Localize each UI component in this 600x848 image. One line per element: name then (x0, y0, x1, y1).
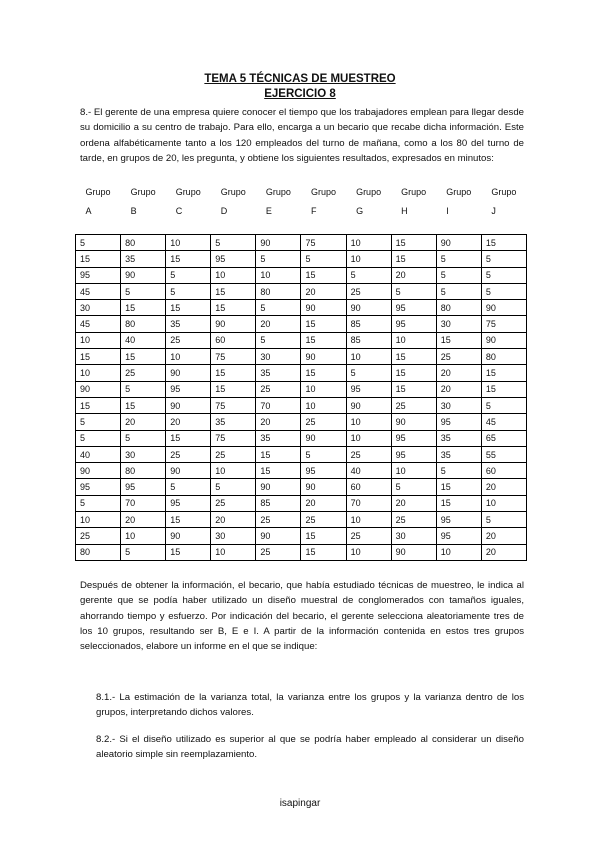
table-cell: 30 (391, 528, 436, 544)
table-cell: 25 (346, 446, 391, 462)
table-cell: 5 (346, 267, 391, 283)
column-header-letter: J (491, 206, 496, 216)
table-cell: 10 (301, 397, 346, 413)
table-cell: 10 (166, 349, 211, 365)
table-cell: 5 (436, 463, 481, 479)
question-8-2: 8.2.- Si el diseño utilizado es superior al que se podría haber empleado al considerar un diseño aleatorio simple sin reemplazamiento. (96, 734, 524, 760)
table-cell: 15 (391, 349, 436, 365)
table-cell: 25 (166, 446, 211, 462)
column-header (211, 184, 256, 235)
table-cell: 30 (211, 528, 256, 544)
table-row (76, 381, 527, 397)
table-cell: 60 (346, 479, 391, 495)
table-cell: 90 (346, 397, 391, 413)
table-cell: 10 (391, 463, 436, 479)
table-cell: 80 (256, 283, 301, 299)
table-cell: 10 (346, 430, 391, 446)
table-cell: 10 (76, 332, 121, 348)
table-cell: 15 (166, 251, 211, 267)
table-cell: 95 (436, 512, 481, 528)
table-cell: 20 (481, 544, 526, 560)
table-cell: 35 (166, 316, 211, 332)
table-cell: 25 (256, 381, 301, 397)
table-cell: 5 (391, 479, 436, 495)
table-cell: 10 (211, 463, 256, 479)
table-cell: 15 (391, 381, 436, 397)
table-cell: 40 (121, 332, 166, 348)
table-cell: 10 (211, 544, 256, 560)
footer-author: isapingar (279, 798, 321, 809)
column-header-letter: C (175, 206, 183, 216)
table-cell: 90 (166, 397, 211, 413)
table-cell: 90 (166, 528, 211, 544)
table-row (76, 479, 527, 495)
table-cell: 90 (256, 235, 301, 251)
table-cell: 5 (76, 414, 121, 430)
table-row (76, 446, 527, 462)
column-header-letter: E (265, 206, 272, 216)
column-header-word: Grupo (491, 187, 517, 197)
table-cell: 25 (121, 365, 166, 381)
table-cell: 10 (346, 251, 391, 267)
followup-paragraph: Después de obtener la información, el becario, que había estudiado técnicas de muestreo, le indica al gerente que se podía haber utilizado un diseño muestral de conglomerados con tamaños iguales, ahorrando tiempo y esfuerzo. Por indicación del becario, el gerente selecciona aleatoriamente tres de los 10 grupos, resultando ser B, E e I. A partir de la información contenida en estos tres grupos seleccionados, elabore un informe en el que se indique: (80, 580, 524, 653)
table-row (76, 235, 527, 251)
table-cell: 15 (391, 235, 436, 251)
table-cell: 30 (76, 300, 121, 316)
table-cell: 10 (256, 267, 301, 283)
table-row (76, 349, 527, 365)
table-cell: 20 (481, 479, 526, 495)
table-cell: 15 (211, 365, 256, 381)
table-cell: 5 (166, 479, 211, 495)
table-cell: 5 (436, 267, 481, 283)
table-cell: 90 (436, 235, 481, 251)
table-cell: 95 (166, 495, 211, 511)
table-cell: 15 (76, 349, 121, 365)
table-cell: 90 (166, 365, 211, 381)
table-cell: 20 (256, 316, 301, 332)
table-cell: 15 (391, 251, 436, 267)
table-cell: 15 (166, 512, 211, 528)
table-cell: 40 (346, 463, 391, 479)
table-cell: 5 (481, 512, 526, 528)
table-cell: 30 (121, 446, 166, 462)
table-header-row (76, 184, 527, 235)
table-cell: 10 (211, 267, 256, 283)
table-cell: 20 (436, 381, 481, 397)
table-cell: 20 (391, 495, 436, 511)
table-row (76, 300, 527, 316)
table-cell: 90 (391, 414, 436, 430)
table-cell: 75 (481, 316, 526, 332)
table-cell: 10 (391, 332, 436, 348)
table-cell: 15 (301, 544, 346, 560)
table-cell: 95 (346, 381, 391, 397)
table-cell: 15 (391, 365, 436, 381)
column-header-word: Grupo (401, 187, 427, 197)
column-header-letter: G (356, 206, 364, 216)
table-cell: 20 (166, 414, 211, 430)
table-cell: 15 (481, 235, 526, 251)
table-cell: 85 (256, 495, 301, 511)
table-cell: 35 (256, 365, 301, 381)
table-cell: 15 (121, 349, 166, 365)
column-header (301, 184, 346, 235)
table-cell: 15 (121, 397, 166, 413)
table-cell: 10 (121, 528, 166, 544)
table-cell: 95 (391, 300, 436, 316)
table-cell: 5 (76, 495, 121, 511)
table-cell: 15 (76, 397, 121, 413)
column-header-word: Grupo (265, 187, 291, 197)
column-header-letter: B (130, 206, 137, 216)
table-cell: 55 (481, 446, 526, 462)
table-cell: 25 (436, 349, 481, 365)
column-header-word: Grupo (356, 187, 382, 197)
table-cell: 75 (301, 235, 346, 251)
table-cell: 25 (166, 332, 211, 348)
table-cell: 80 (121, 235, 166, 251)
table-row (76, 332, 527, 348)
table-cell: 5 (76, 235, 121, 251)
table-cell: 95 (76, 267, 121, 283)
table-cell: 40 (76, 446, 121, 462)
column-header (166, 184, 211, 235)
column-header-letter: D (220, 206, 228, 216)
table-cell: 95 (436, 528, 481, 544)
column-header-word: Grupo (130, 187, 156, 197)
table-cell: 45 (76, 283, 121, 299)
table-cell: 5 (76, 430, 121, 446)
table-cell: 70 (121, 495, 166, 511)
table-cell: 15 (211, 283, 256, 299)
table-cell: 15 (301, 267, 346, 283)
table-cell: 5 (301, 446, 346, 462)
table-cell: 90 (121, 267, 166, 283)
table-cell: 25 (76, 528, 121, 544)
table-cell: 90 (256, 479, 301, 495)
intro-paragraph: 8.- El gerente de una empresa quiere conocer el tiempo que los trabajadores emplean para llegar desde su domicilio a su centro de trabajo. Para ello, encarga a un becario que recabe dicha información. Este ordena alfabéticamente tanto a los 120 empleados del turno de mañana, como a los 80 del turno de tarde, en grupos de 20, les pregunta, y obtiene los siguientes resultados, expresados en minutos: (80, 107, 524, 164)
table-cell: 15 (166, 544, 211, 560)
column-header-word: Grupo (220, 187, 246, 197)
table-cell: 5 (346, 365, 391, 381)
question-8-1: 8.1.- La estimación de la varianza total, la varianza entre los grupos y la varianza dentro de los grupos, interpretando dichos valores. (96, 692, 524, 718)
table-cell: 70 (256, 397, 301, 413)
table-cell: 90 (256, 528, 301, 544)
table-cell: 95 (436, 414, 481, 430)
table-cell: 20 (211, 512, 256, 528)
table-cell: 25 (346, 528, 391, 544)
table-row (76, 528, 527, 544)
table-cell: 15 (76, 251, 121, 267)
table-cell: 95 (121, 479, 166, 495)
table-cell: 90 (76, 463, 121, 479)
table-row (76, 267, 527, 283)
table-cell: 10 (76, 365, 121, 381)
table-cell: 95 (391, 316, 436, 332)
table-row (76, 463, 527, 479)
table-cell: 90 (76, 381, 121, 397)
table-cell: 75 (211, 397, 256, 413)
table-cell: 35 (256, 430, 301, 446)
table-cell: 60 (211, 332, 256, 348)
table-cell: 95 (391, 446, 436, 462)
table-cell: 10 (481, 495, 526, 511)
table-cell: 5 (256, 251, 301, 267)
column-header (436, 184, 481, 235)
column-header-word: Grupo (85, 187, 111, 197)
column-header-word: Grupo (446, 187, 472, 197)
table-cell: 15 (436, 332, 481, 348)
table-cell: 65 (481, 430, 526, 446)
table-cell: 5 (481, 251, 526, 267)
table-cell: 25 (211, 495, 256, 511)
table-cell: 10 (346, 349, 391, 365)
table-cell: 5 (436, 283, 481, 299)
table-cell: 25 (301, 414, 346, 430)
table-cell: 90 (166, 463, 211, 479)
column-header-word: Grupo (310, 187, 336, 197)
column-header (481, 184, 526, 235)
table-cell: 5 (391, 283, 436, 299)
table-cell: 10 (346, 235, 391, 251)
table-cell: 15 (211, 381, 256, 397)
table-cell: 45 (481, 414, 526, 430)
table-cell: 15 (256, 463, 301, 479)
table-cell: 15 (301, 316, 346, 332)
table-cell: 25 (256, 512, 301, 528)
table-cell: 80 (481, 349, 526, 365)
table-row (76, 430, 527, 446)
table-cell: 75 (211, 349, 256, 365)
table-cell: 95 (301, 463, 346, 479)
table-cell: 90 (301, 300, 346, 316)
table-cell: 95 (391, 430, 436, 446)
column-header (256, 184, 301, 235)
table-cell: 5 (121, 430, 166, 446)
table-cell: 15 (166, 430, 211, 446)
table-cell: 10 (301, 381, 346, 397)
table-cell: 5 (121, 283, 166, 299)
table-cell: 20 (256, 414, 301, 430)
table-cell: 15 (211, 300, 256, 316)
column-header (346, 184, 391, 235)
column-header-letter: H (401, 206, 408, 216)
table-cell: 20 (121, 414, 166, 430)
table-row (76, 512, 527, 528)
table-cell: 25 (391, 512, 436, 528)
table-row (76, 397, 527, 413)
table-cell: 85 (346, 332, 391, 348)
table-cell: 10 (166, 235, 211, 251)
table-cell: 95 (211, 251, 256, 267)
table-row (76, 283, 527, 299)
table-cell: 30 (436, 397, 481, 413)
table-cell: 25 (256, 544, 301, 560)
column-header-letter: F (310, 206, 317, 216)
table-cell: 80 (121, 316, 166, 332)
table-cell: 30 (256, 349, 301, 365)
table-cell: 15 (301, 332, 346, 348)
table-cell: 70 (346, 495, 391, 511)
table-cell: 5 (481, 283, 526, 299)
table-cell: 5 (301, 251, 346, 267)
table-cell: 5 (166, 267, 211, 283)
column-header-word: Grupo (175, 187, 201, 197)
table-cell: 35 (211, 414, 256, 430)
table-cell: 90 (301, 430, 346, 446)
table-cell: 20 (436, 365, 481, 381)
column-header-letter: I (446, 206, 449, 216)
table-cell: 80 (436, 300, 481, 316)
table-cell: 35 (121, 251, 166, 267)
column-header-letter: A (85, 206, 92, 216)
table-cell: 25 (211, 446, 256, 462)
column-header (121, 184, 166, 235)
table-cell: 5 (211, 235, 256, 251)
table-cell: 5 (211, 479, 256, 495)
table-cell: 35 (436, 446, 481, 462)
table-cell: 80 (121, 463, 166, 479)
page-title: TEMA 5 TÉCNICAS DE MUESTREO (204, 73, 396, 85)
table-cell: 5 (121, 381, 166, 397)
table-cell: 90 (391, 544, 436, 560)
table-cell: 90 (301, 349, 346, 365)
table-row (76, 414, 527, 430)
results-table (75, 184, 527, 561)
column-header (76, 184, 121, 235)
table-cell: 25 (391, 397, 436, 413)
table-cell: 75 (211, 430, 256, 446)
table-cell: 5 (121, 544, 166, 560)
table-cell: 95 (76, 479, 121, 495)
table-cell: 20 (121, 512, 166, 528)
table-cell: 15 (301, 365, 346, 381)
table-row (76, 544, 527, 560)
exercise-title: EJERCICIO 8 (264, 88, 336, 100)
table-cell: 10 (436, 544, 481, 560)
table-cell: 25 (301, 512, 346, 528)
table-cell: 5 (481, 397, 526, 413)
table-cell: 95 (166, 381, 211, 397)
table-cell: 15 (481, 381, 526, 397)
table-row (76, 365, 527, 381)
table-cell: 5 (256, 300, 301, 316)
table-body (76, 235, 527, 561)
table-cell: 20 (481, 528, 526, 544)
table-cell: 20 (301, 495, 346, 511)
table-cell: 10 (346, 512, 391, 528)
table-cell: 15 (436, 479, 481, 495)
table-cell: 80 (76, 544, 121, 560)
table-cell: 90 (211, 316, 256, 332)
table-cell: 90 (481, 332, 526, 348)
table-cell: 5 (256, 332, 301, 348)
table-cell: 90 (301, 479, 346, 495)
table-cell: 45 (76, 316, 121, 332)
table-cell: 90 (346, 300, 391, 316)
table-cell: 15 (256, 446, 301, 462)
table-cell: 10 (346, 544, 391, 560)
table-cell: 20 (391, 267, 436, 283)
table-row (76, 316, 527, 332)
table-cell: 60 (481, 463, 526, 479)
table-cell: 5 (481, 267, 526, 283)
table-cell: 15 (166, 300, 211, 316)
table-row (76, 495, 527, 511)
table-cell: 15 (436, 495, 481, 511)
table-cell: 25 (346, 283, 391, 299)
table-cell: 20 (301, 283, 346, 299)
table-cell: 85 (346, 316, 391, 332)
table-cell: 15 (121, 300, 166, 316)
table-cell: 10 (346, 414, 391, 430)
table-cell: 15 (301, 528, 346, 544)
table-cell: 15 (481, 365, 526, 381)
table-cell: 30 (436, 316, 481, 332)
table-cell: 5 (436, 251, 481, 267)
table-cell: 10 (76, 512, 121, 528)
column-header (391, 184, 436, 235)
table-cell: 5 (166, 283, 211, 299)
table-cell: 90 (481, 300, 526, 316)
table-row (76, 251, 527, 267)
table-cell: 35 (436, 430, 481, 446)
